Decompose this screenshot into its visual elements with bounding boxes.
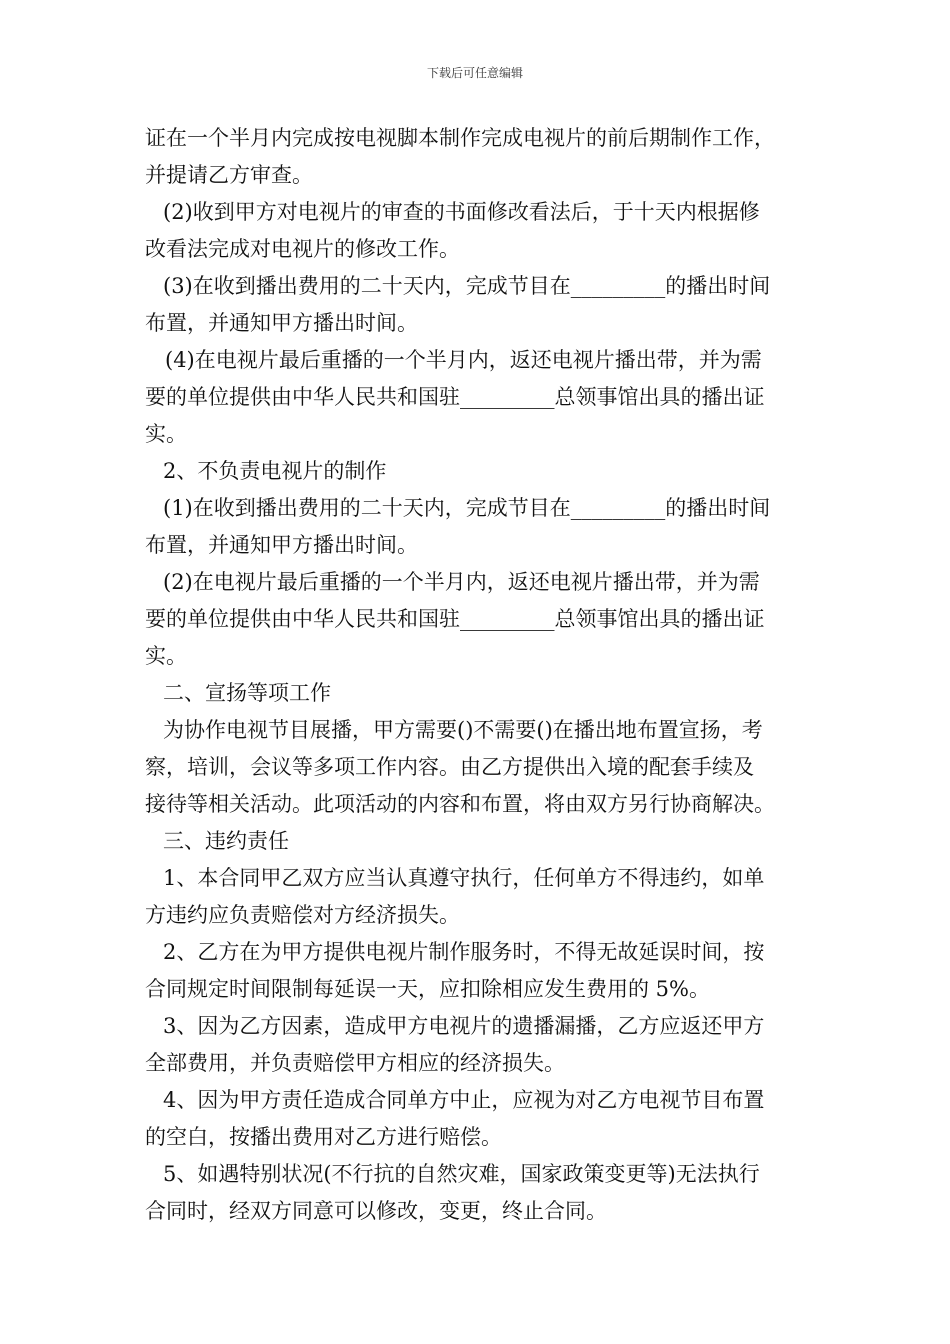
- text-line: (2)在电视片最后重播的一个半月内，返还电视片播出带，并为需: [163, 570, 760, 594]
- text-line: 3、因为乙方因素，造成甲方电视片的遗播漏播，乙方应返还甲方: [163, 1014, 765, 1038]
- document-body: [145, 120, 810, 1230]
- text-line: 证在一个半月内完成按电视脚本制作完成电视片的前后期制作工作，: [145, 126, 775, 150]
- text-line: 要的单位提供由中华人民共和国驻_________总领事馆出具的播出证: [145, 385, 765, 409]
- text-line: (2)收到甲方对电视片的审查的书面修改看法后，于十天内根据修: [163, 200, 760, 224]
- text-line: 全部费用，并负责赔偿甲方相应的经济损失。: [145, 1051, 565, 1075]
- text-line: (4)在电视片最后重播的一个半月内，返还电视片播出带，并为需: [165, 348, 762, 372]
- text-line: 接待等相关活动。此项活动的内容和布置，将由双方另行协商解决。: [145, 792, 775, 816]
- text-line: 要的单位提供由中华人民共和国驻_________总领事馆出具的播出证: [145, 607, 765, 631]
- text-line: 三、违约责任: [163, 829, 289, 853]
- text-line: 布置，并通知甲方播出时间。: [145, 311, 418, 335]
- text-line: 方违约应负责赔偿对方经济损失。: [145, 903, 460, 927]
- text-line: 为协作电视节目展播，甲方需要()不需要()在播出地布置宣扬，考: [163, 718, 763, 742]
- text-line: 合同时，经双方同意可以修改，变更，终止合同。: [145, 1199, 607, 1223]
- text-line: 2、不负责电视片的制作: [163, 459, 387, 483]
- text-line: 5、如遇特别状况(不行抗的自然灾难，国家政策变更等)无法执行: [163, 1162, 760, 1186]
- text-line: 2、乙方在为甲方提供电视片制作服务时，不得无故延误时间，按: [163, 940, 765, 964]
- text-line: (3)在收到播出费用的二十天内，完成节目在_________的播出时间: [163, 274, 771, 298]
- text-line: 并提请乙方审查。: [145, 163, 313, 187]
- text-line: (1)在收到播出费用的二十天内，完成节目在_________的播出时间: [163, 496, 771, 520]
- text-line: 1、本合同甲乙双方应当认真遵守执行，任何单方不得违约，如单: [163, 866, 765, 890]
- text-line: 布置，并通知甲方播出时间。: [145, 533, 418, 557]
- text-line: 改看法完成对电视片的修改工作。: [145, 237, 460, 261]
- text-line: 的空白，按播出费用对乙方进行赔偿。: [145, 1125, 502, 1149]
- text-line: 察，培训，会议等多项工作内容。由乙方提供出入境的配套手续及: [145, 755, 754, 779]
- text-line: 实。: [145, 644, 187, 668]
- text-line: 实。: [145, 422, 187, 446]
- text-line: 合同规定时间限制每延误一天，应扣除相应发生费用的 5%。: [145, 977, 710, 1001]
- text-line: 4、因为甲方责任造成合同单方中止，应视为对乙方电视节目布置: [163, 1088, 765, 1112]
- page-header: 下载后可任意编辑: [426, 66, 523, 80]
- text-line: 二、宣扬等项工作: [163, 681, 331, 705]
